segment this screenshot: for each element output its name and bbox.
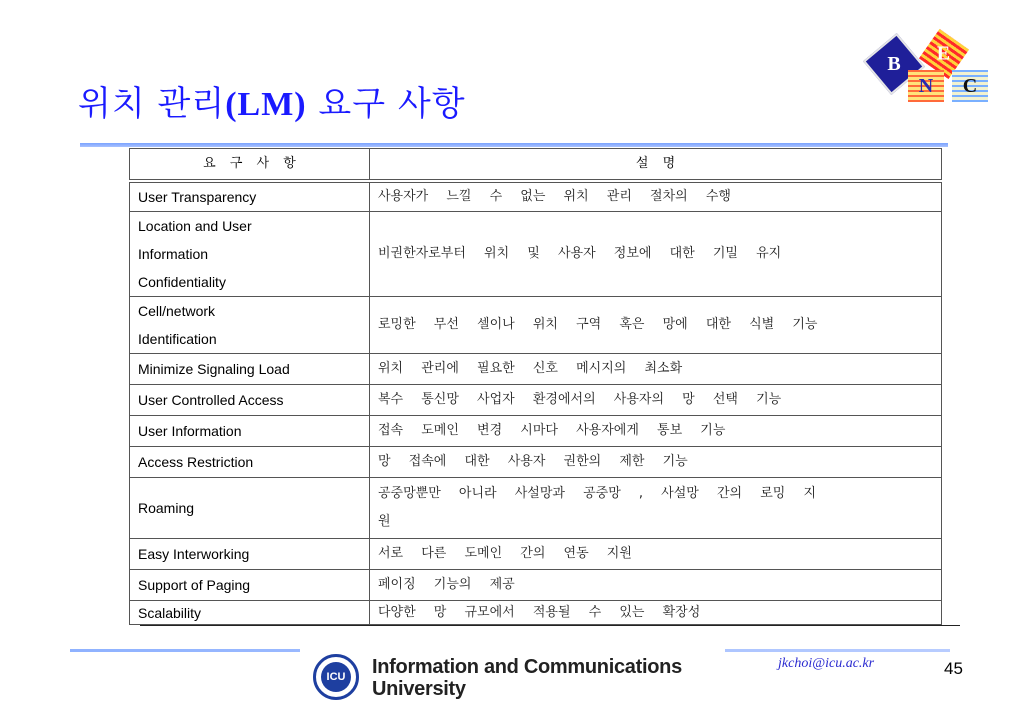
description-line: 공중망뿐만 아니라 사설망과 공중망 , 사설망 간의 로밍 지 bbox=[378, 486, 817, 501]
description-cell: 위치 관리에 필요한 신호 메시지의 최소화 bbox=[370, 354, 942, 385]
requirement-cell: Roaming bbox=[130, 478, 370, 539]
university-line-1: Information and Communications bbox=[372, 656, 682, 678]
university-name bbox=[372, 656, 682, 700]
requirement-cell: User Controlled Access bbox=[130, 385, 370, 416]
table-header-row bbox=[130, 149, 942, 181]
icu-emblem-icon bbox=[313, 654, 359, 700]
title-divider bbox=[80, 143, 948, 147]
university-line-2: University bbox=[372, 678, 466, 700]
title-abbr: (LM) bbox=[225, 86, 307, 123]
description-cell: 사용자가 느낄 수 없는 위치 관리 절차의 수행 bbox=[370, 181, 942, 212]
logo-block-b: B bbox=[863, 33, 925, 95]
description-cell bbox=[370, 478, 942, 539]
requirement-cell bbox=[130, 297, 370, 354]
bottom-rule bbox=[140, 625, 960, 626]
table-row bbox=[130, 601, 942, 625]
description-cell: 페이징 기능의 제공 bbox=[370, 570, 942, 601]
footer-gap bbox=[300, 646, 725, 656]
table-row bbox=[130, 297, 942, 354]
title-prefix: 위치 관리 bbox=[78, 84, 226, 124]
title-suffix: 요구 사항 bbox=[306, 84, 466, 124]
requirement-cell: User Transparency bbox=[130, 181, 370, 212]
header-description: 설 명 bbox=[370, 149, 942, 181]
requirement-line: Identification bbox=[138, 331, 217, 347]
icu-badge: ICU bbox=[321, 662, 351, 692]
requirement-cell: Access Restriction bbox=[130, 447, 370, 478]
logo-block-n: N bbox=[908, 70, 944, 102]
page-number: 45 bbox=[944, 659, 963, 678]
description-cell: 접속 도메인 변경 시마다 사용자에게 통보 기능 bbox=[370, 416, 942, 447]
requirement-cell: Support of Paging bbox=[130, 570, 370, 601]
description-cell: 비권한자로부터 위치 및 사용자 정보에 대한 기밀 유지 bbox=[370, 212, 942, 297]
table-row bbox=[130, 570, 942, 601]
requirement-line: Location and User bbox=[138, 218, 252, 234]
table-row bbox=[130, 478, 942, 539]
table-row bbox=[130, 212, 942, 297]
header-requirement: 요 구 사 항 bbox=[130, 149, 370, 181]
description-cell: 복수 통신망 사업자 환경에서의 사용자의 망 선택 기능 bbox=[370, 385, 942, 416]
logo-block-e: E bbox=[919, 29, 969, 79]
requirement-line: Confidentiality bbox=[138, 274, 226, 290]
requirements-table bbox=[129, 148, 942, 625]
requirement-cell: Easy Interworking bbox=[130, 539, 370, 570]
description-cell: 망 접속에 대한 사용자 권한의 제한 기능 bbox=[370, 447, 942, 478]
requirement-cell: Scalability bbox=[130, 601, 370, 625]
table-row bbox=[130, 539, 942, 570]
requirement-cell: User Information bbox=[130, 416, 370, 447]
table-row bbox=[130, 447, 942, 478]
table-row bbox=[130, 181, 942, 212]
requirement-cell bbox=[130, 212, 370, 297]
description-cell: 다양한 망 규모에서 적용될 수 있는 확장성 bbox=[370, 601, 942, 625]
table-row bbox=[130, 416, 942, 447]
slide-title bbox=[78, 76, 466, 125]
requirement-line: Cell/network bbox=[138, 303, 216, 319]
description-cell: 로밍한 무선 셀이나 위치 구역 혹은 망에 대한 식별 기능 bbox=[370, 297, 942, 354]
requirement-line: Information bbox=[138, 246, 209, 262]
table-row bbox=[130, 385, 942, 416]
author-email: jkchoi@icu.ac.kr bbox=[778, 656, 875, 671]
description-cell: 서로 다른 도메인 간의 연동 지원 bbox=[370, 539, 942, 570]
bnec-logo bbox=[862, 28, 992, 118]
description-line: 원 bbox=[378, 514, 391, 529]
table-row bbox=[130, 354, 942, 385]
requirement-cell: Minimize Signaling Load bbox=[130, 354, 370, 385]
logo-block-c: C bbox=[952, 70, 988, 102]
